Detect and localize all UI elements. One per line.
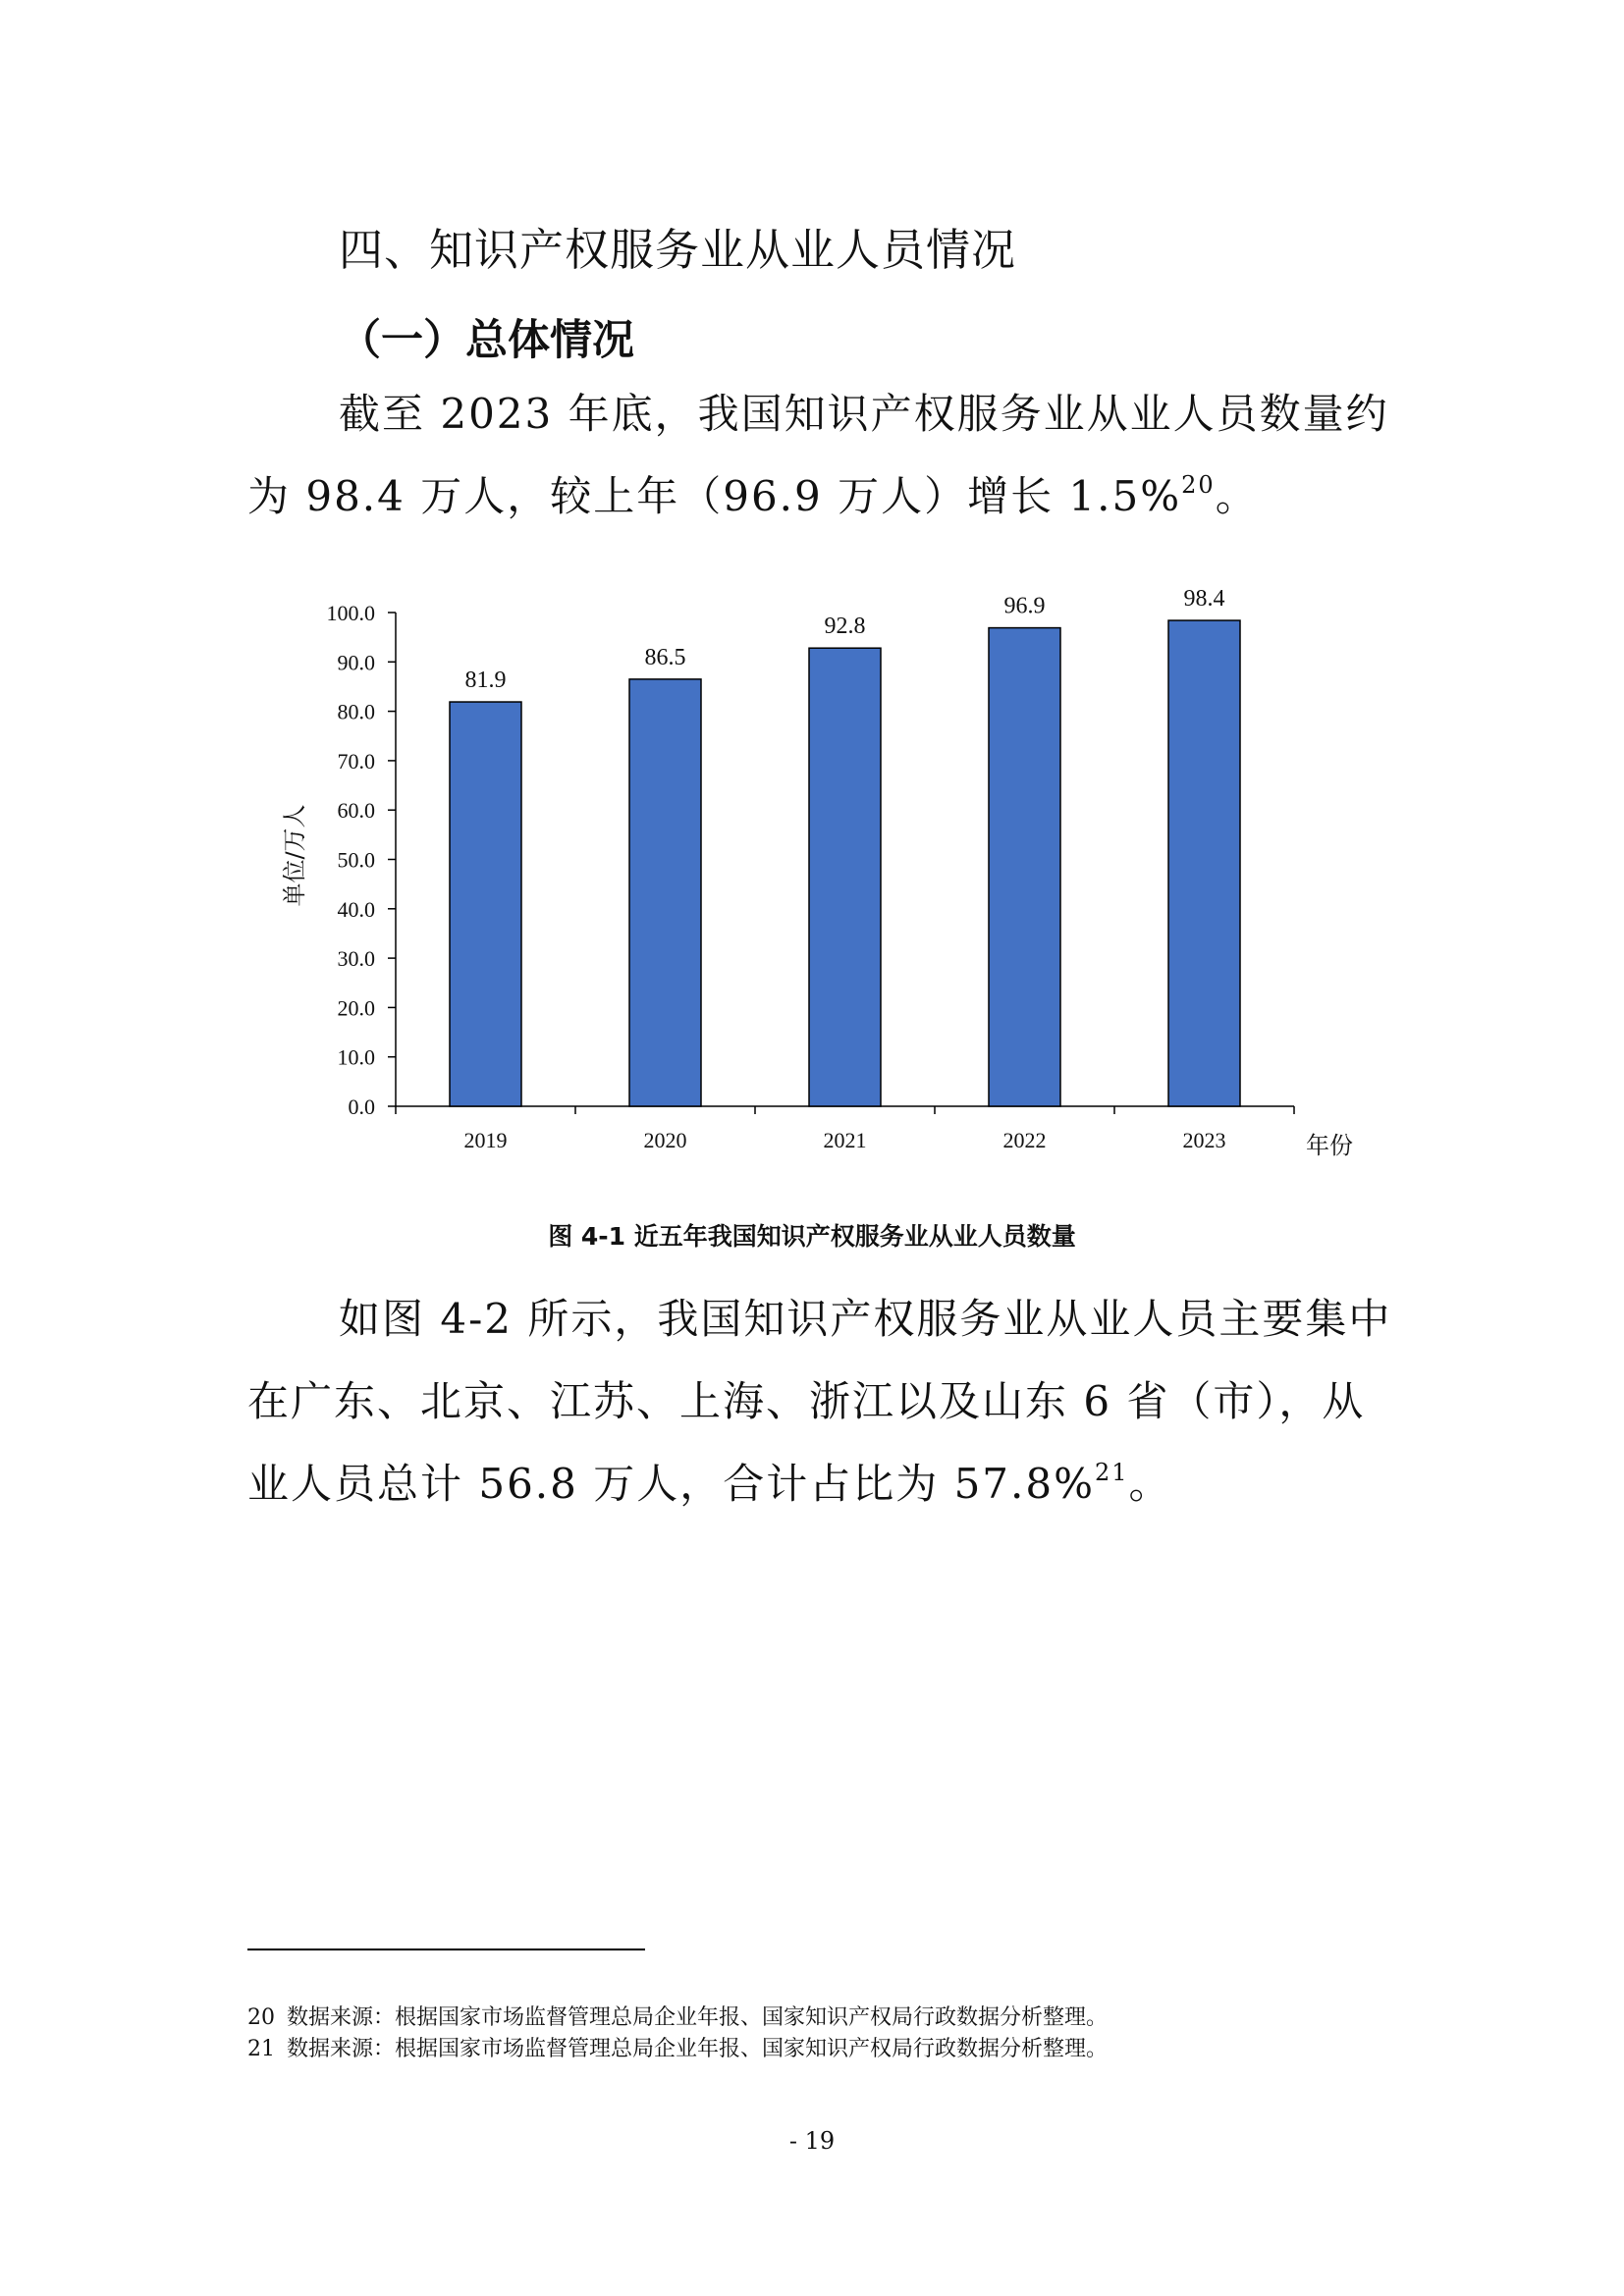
x-tick-label: 2019 xyxy=(463,1128,508,1152)
paragraph-2-text-2: 在广东、北京、江苏、上海、浙江以及山东 6 省（市），从 xyxy=(247,1377,1366,1425)
y-tick-label: 100.0 xyxy=(326,601,375,625)
footnote-20 xyxy=(247,2001,1108,2031)
footnote-21 xyxy=(247,2032,1108,2062)
bar xyxy=(809,648,881,1106)
figure-caption: 图 4-1 近五年我国知识产权服务业从业人员数量 xyxy=(548,1222,1076,1251)
x-tick-label: 2023 xyxy=(1182,1128,1226,1152)
y-tick-label: 50.0 xyxy=(337,847,375,873)
footnote-ref-21[interactable]: 21 xyxy=(1095,1459,1129,1486)
bar xyxy=(989,628,1060,1106)
paragraph-1-end: 。 xyxy=(1215,472,1259,520)
bar xyxy=(629,679,701,1106)
bar xyxy=(1168,620,1240,1106)
data-label: 98.4 xyxy=(1183,586,1225,613)
footnote-number: 21 xyxy=(247,2037,275,2061)
paragraph-2-line-2 xyxy=(247,1361,1365,1443)
y-tick-label: 20.0 xyxy=(337,995,375,1021)
paragraph-1-text-1: 截至 2023 年底，我国知识产权服务业从业人员数量约 xyxy=(339,390,1389,438)
y-tick-label: 30.0 xyxy=(337,946,375,972)
data-label: 81.9 xyxy=(464,667,507,694)
footnote-number: 20 xyxy=(247,2005,275,2030)
y-tick-label: 80.0 xyxy=(337,699,375,724)
y-tick-label: 70.0 xyxy=(337,748,375,774)
y-axis-title: 单位/万人 xyxy=(281,804,308,907)
footnote-separator xyxy=(247,1949,645,1950)
data-label: 86.5 xyxy=(644,644,686,670)
chart-layer xyxy=(281,586,1353,1159)
paragraph-1-text-2: 为 98.4 万人，较上年（96.9 万人）增长 1.5% xyxy=(247,472,1182,520)
y-tick-label: 10.0 xyxy=(337,1044,375,1070)
x-tick-label: 2021 xyxy=(823,1128,867,1152)
y-tick-label: 40.0 xyxy=(337,896,375,922)
data-label: 92.8 xyxy=(824,614,866,640)
x-tick-label: 2020 xyxy=(643,1128,687,1152)
x-axis-title: 年份 xyxy=(1306,1132,1353,1159)
paragraph-2-line-3 xyxy=(247,1443,1172,1525)
paragraph-2-end: 。 xyxy=(1128,1460,1172,1508)
footnote-ref-20[interactable]: 20 xyxy=(1181,471,1216,499)
footnote-text: 数据来源：根据国家市场监督管理总局企业年报、国家知识产权局行政数据分析整理。 xyxy=(287,2037,1109,2061)
y-tick-label: 60.0 xyxy=(337,798,375,824)
y-tick-label: 0.0 xyxy=(348,1095,375,1119)
footnote-text: 数据来源：根据国家市场监督管理总局企业年报、国家知识产权局行政数据分析整理。 xyxy=(287,2005,1109,2030)
subsection-heading: （一）总体情况 xyxy=(339,316,634,365)
paragraph-2-line-1 xyxy=(339,1278,1391,1361)
page-number: - 19 xyxy=(788,2127,836,2155)
data-label: 96.9 xyxy=(1003,593,1046,619)
paragraph-2-text-1: 如图 4-2 所示，我国知识产权服务业从业人员主要集中 xyxy=(339,1295,1392,1343)
section-heading: 四、知识产权服务业从业人员情况 xyxy=(339,224,1017,276)
y-tick-label: 90.0 xyxy=(337,650,375,675)
bar xyxy=(450,702,521,1106)
x-tick-label: 2022 xyxy=(1002,1128,1047,1152)
paragraph-2-text-3: 业人员总计 56.8 万人，合计占比为 57.8% xyxy=(247,1460,1095,1508)
